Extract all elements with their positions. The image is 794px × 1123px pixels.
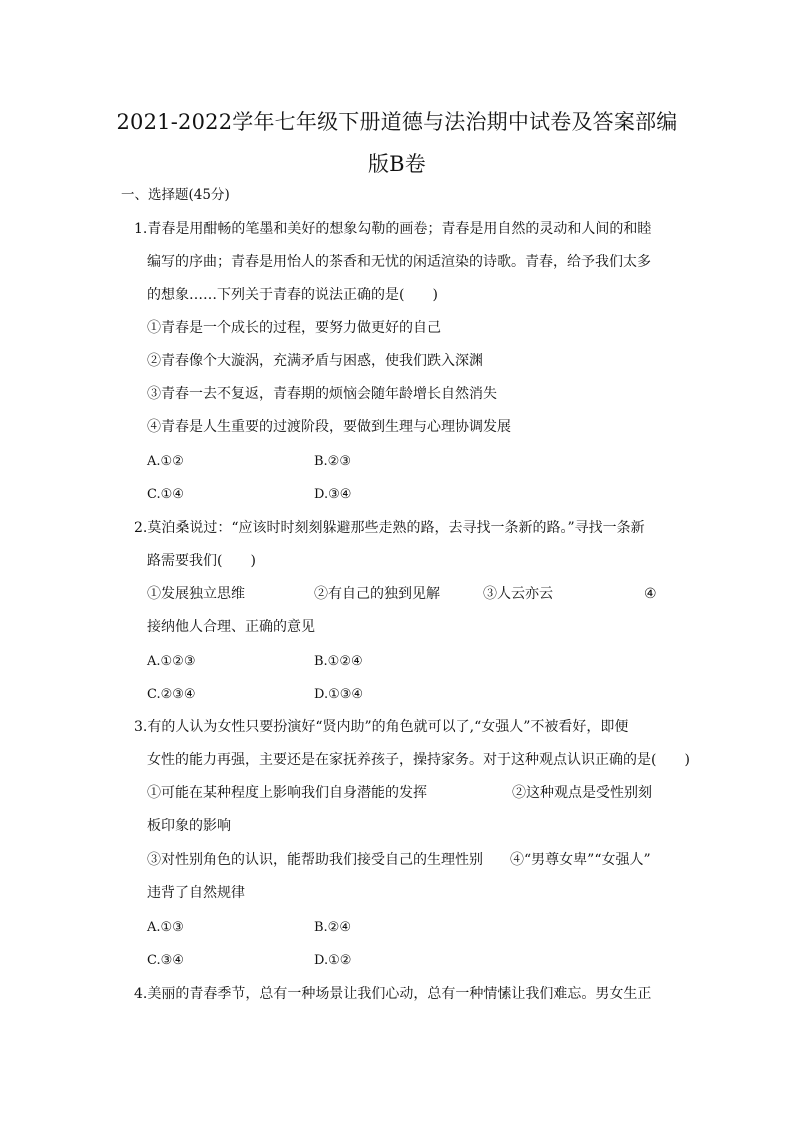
question-1-statement-4: ④青春是人生重要的过渡阶段，要做到生理与心理协调发展 [147, 419, 511, 435]
document-title-line-1: 2021-2022学年七年级下册道德与法治期中试卷及答案部编 [116, 110, 678, 134]
question-3-statement-3: ③对性别角色的认识，能帮助我们接受自己的生理性别 [147, 852, 483, 868]
question-2-statement-1: ①发展独立思维 [147, 586, 245, 602]
question-3-option-a: A.①③ [147, 920, 184, 935]
question-3-option-c: C.③④ [147, 953, 184, 968]
question-1-option-b: B.②③ [314, 454, 351, 469]
question-2-option-d: D.①③④ [314, 687, 364, 702]
question-3-statement-4-cont: 违背了自然规律 [147, 885, 245, 901]
question-2-stem-line-1: 2.莫泊桑说过：“应该时时刻刻躲避那些走熟的路，去寻找一条新的路。”寻找一条新 [134, 520, 645, 536]
question-4-stem-line-1: 4.美丽的青春季节，总有一种场景让我们心动，总有一种情愫让我们难忘。男女生正 [134, 986, 652, 1002]
question-2-option-c: C.②③④ [147, 687, 196, 702]
question-2-statement-4-marker: ④ [644, 586, 657, 602]
question-2-statement-2: ②有自己的独到见解 [314, 586, 440, 602]
question-3-option-b: B.②④ [314, 920, 351, 935]
question-3-option-d: D.①② [314, 953, 352, 968]
question-1-statement-2: ②青春像个大漩涡，充满矛盾与困惑，使我们跌入深渊 [147, 353, 483, 369]
question-1-option-a: A.①② [147, 454, 184, 469]
question-3-stem-line-1: 3.有的人认为女性只要扮演好“贤内助”的角色就可以了,“女强人”不被看好，即便 [134, 719, 629, 735]
question-1-option-c: C.①④ [147, 487, 184, 502]
question-3-statement-2-cont: 板印象的影响 [147, 818, 231, 834]
question-2-stem-line-2: 路需要我们( ) [147, 553, 256, 569]
question-2-option-b: B.①②④ [314, 654, 363, 669]
question-1-stem-line-2: 编写的序曲；青春是用怡人的茶香和无忧的闲适渲染的诗歌。青春，给予我们太多 [147, 254, 651, 270]
section-heading: 一、选择题(45分) [121, 187, 230, 203]
question-1-stem-line-3: 的想象……下列关于青春的说法正确的是( ) [147, 287, 438, 303]
question-3-stem-line-2: 女性的能力再强，主要还是在家抚养孩子，操持家务。对于这种观点认识正确的是( ) [147, 752, 690, 768]
question-3-statement-4: ④“男尊女卑”“女强人” [510, 852, 651, 868]
question-2-option-a: A.①②③ [147, 654, 196, 669]
question-1-option-d: D.③④ [314, 487, 352, 502]
question-2-statement-3: ③人云亦云 [483, 586, 553, 602]
question-1-statement-3: ③青春一去不复返，青春期的烦恼会随年龄增长自然消失 [147, 386, 497, 402]
question-3-statement-2: ②这种观点是受性别刻 [512, 785, 652, 801]
question-1-statement-1: ①青春是一个成长的过程，要努力做更好的自己 [147, 320, 441, 336]
document-title-line-2: 版B卷 [367, 152, 427, 176]
question-2-statement-4: 接纳他人合理、正确的意见 [147, 619, 315, 635]
question-1-stem-line-1: 1.青春是用酣畅的笔墨和美好的想象勾勒的画卷；青春是用自然的灵动和人间的和睦 [134, 221, 652, 237]
question-3-statement-1: ①可能在某种程度上影响我们自身潜能的发挥 [147, 785, 427, 801]
